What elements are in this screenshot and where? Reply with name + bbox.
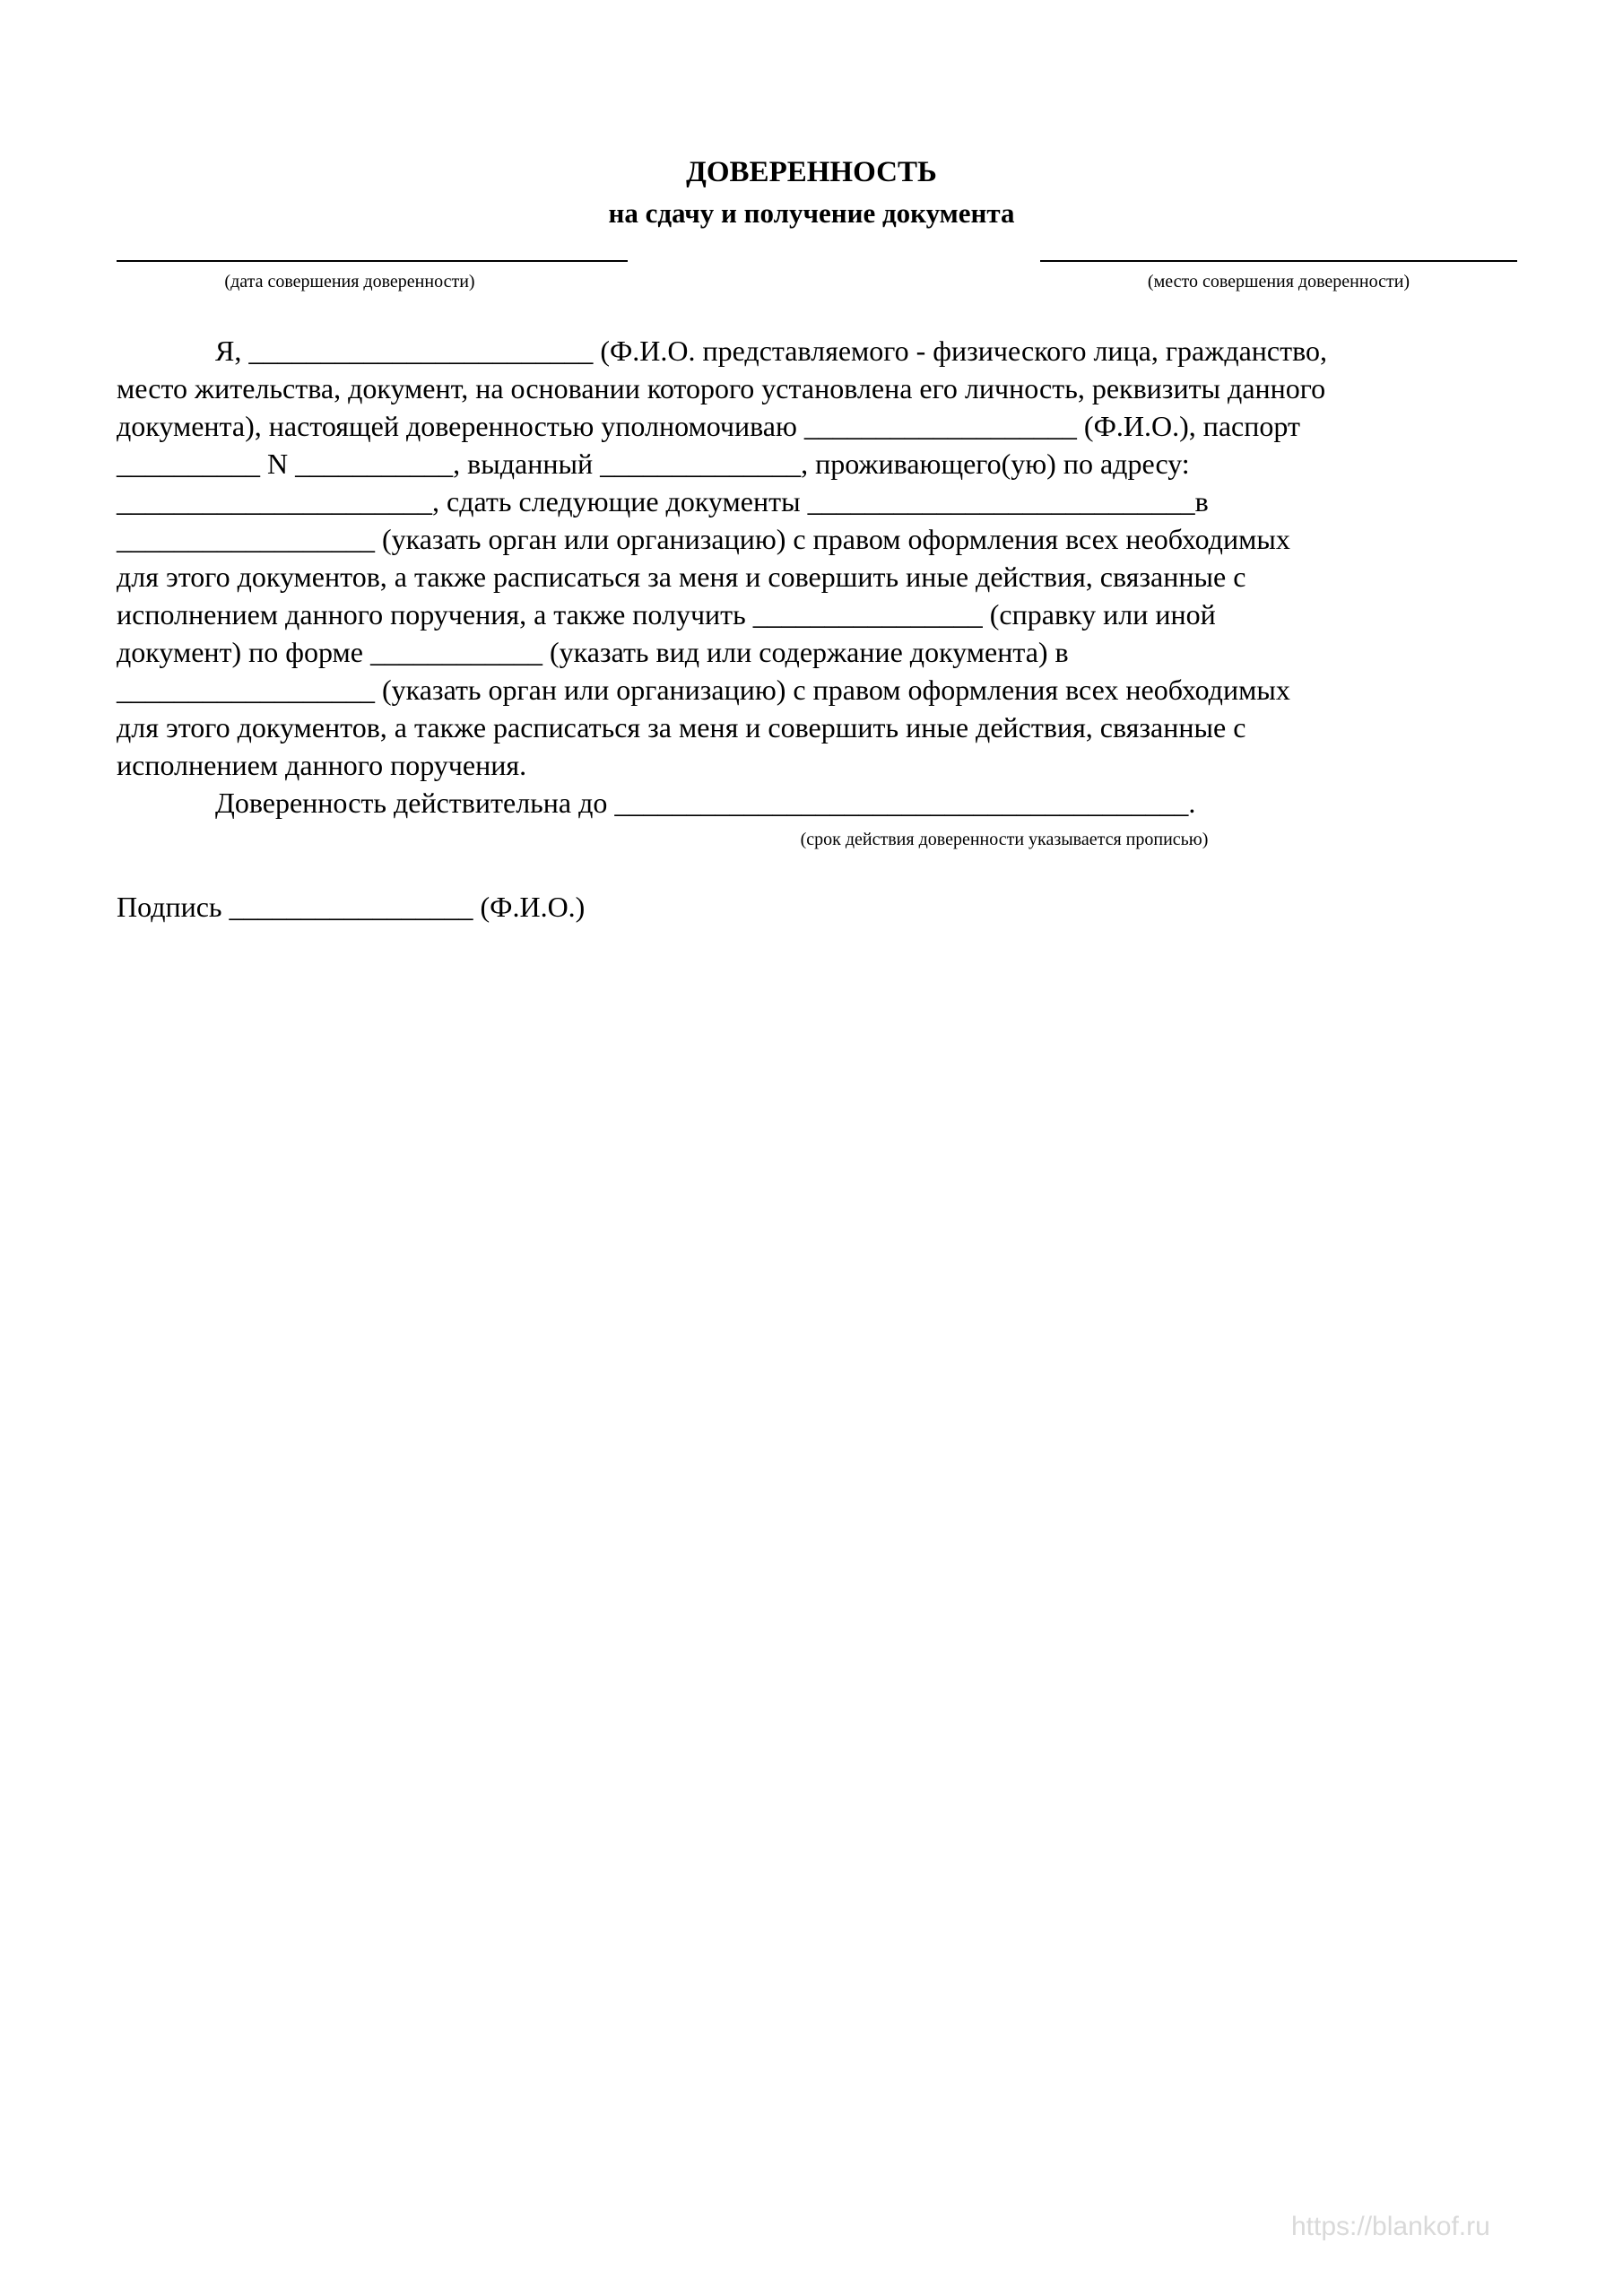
body-line: документа), настоящей доверенностью уполномочиваю ___________________ (Ф.И.О.), паспорт — [117, 410, 1300, 442]
validity-caption: (срок действия доверенности указывается прописью) — [800, 830, 1209, 849]
body-line: для этого документов, а также расписаться за меня и совершить иные действия, связанные с — [117, 711, 1246, 744]
body-line: __________________ (указать орган или организацию) с правом оформления всех необходимых — [117, 523, 1290, 555]
document-title: ДОВЕРЕННОСТЬ — [686, 156, 937, 188]
body-line: Я, ________________________ (Ф.И.О. представляемого - физического лица, гражданство, — [215, 335, 1327, 367]
document-body — [117, 332, 1515, 822]
place-blank-line — [1040, 260, 1517, 262]
document-subtitle: на сдачу и получение документа — [608, 197, 1015, 229]
body-line: исполнением данного поручения, а также получить ________________ (справку или иной — [117, 598, 1216, 631]
date-caption: (дата совершения доверенности) — [224, 272, 475, 291]
body-line: документ) по форме ____________ (указать вид или содержание документа) в — [117, 636, 1069, 668]
body-line: __________________ (указать орган или организацию) с правом оформления всех необходимых — [117, 674, 1290, 706]
body-line: ______________________, сдать следующие документы ___________________________в — [117, 485, 1209, 517]
date-blank-line — [117, 260, 628, 262]
body-line: место жительства, документ, на основании которого установлена его личность, реквизиты данного — [117, 372, 1326, 404]
place-caption: (место совершения доверенности) — [1147, 272, 1410, 291]
body-line: исполнением данного поручения. — [117, 749, 527, 781]
signature-line: Подпись _________________ (Ф.И.О.) — [117, 891, 586, 923]
watermark: https://blankof.ru — [1291, 2212, 1490, 2241]
body-line: __________ N ___________, выданный ______________, проживающего(ую) по адресу: — [117, 448, 1190, 480]
body-line: для этого документов, а также расписаться за меня и совершить иные действия, связанные с — [117, 561, 1246, 593]
validity-line: Доверенность действительна до ________________________________________. — [215, 787, 1196, 819]
